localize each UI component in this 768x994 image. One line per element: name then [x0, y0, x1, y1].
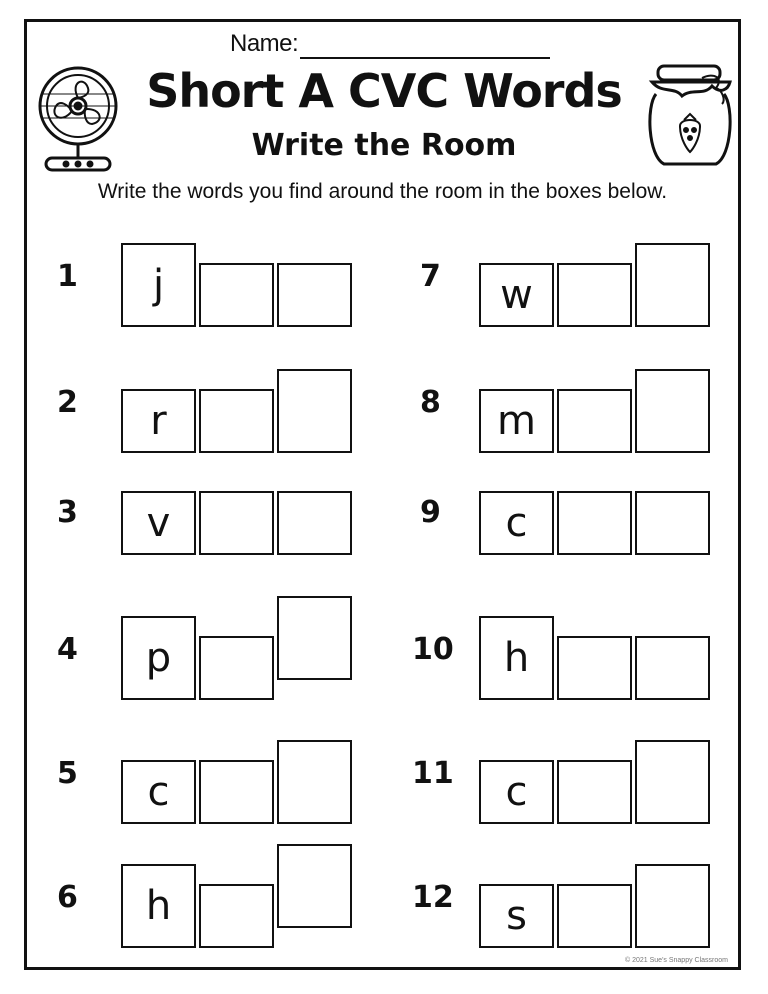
letter-box-first: j [121, 243, 196, 327]
letter-box-blank[interactable] [557, 263, 632, 327]
jam-jar-icon [640, 60, 740, 170]
letter-box-blank[interactable] [557, 884, 632, 948]
letter-box-blank[interactable] [635, 491, 710, 555]
word-number: 6 [57, 880, 78, 915]
letter-box-first: m [479, 389, 554, 453]
letter-box-blank[interactable] [557, 389, 632, 453]
worksheet-subtitle: Write the Room [251, 128, 517, 163]
fan-icon [32, 64, 124, 174]
copyright-credit: © 2021 Sue's Snappy Classroom [625, 957, 728, 964]
letter-box-first: h [121, 864, 196, 948]
letter-box-blank[interactable] [635, 243, 710, 327]
word-number: 12 [412, 880, 454, 915]
letter-box-blank[interactable] [635, 864, 710, 948]
letter-box-blank[interactable] [277, 844, 352, 928]
letter-box-blank[interactable] [199, 636, 274, 700]
letter-box-blank[interactable] [277, 491, 352, 555]
letter-box-blank[interactable] [277, 263, 352, 327]
letter-box-first: w [479, 263, 554, 327]
letter-box-blank[interactable] [277, 596, 352, 680]
word-number: 4 [57, 632, 78, 667]
letter-box-blank[interactable] [199, 389, 274, 453]
word-number: 9 [420, 495, 441, 530]
name-line[interactable] [300, 57, 550, 59]
letter-box-first: s [479, 884, 554, 948]
letter-box-first: c [479, 491, 554, 555]
word-number: 1 [57, 259, 78, 294]
worksheet-title: Short A CVC Words [146, 64, 622, 118]
letter-box-first: v [121, 491, 196, 555]
word-number: 5 [57, 756, 78, 791]
word-number: 11 [412, 756, 454, 791]
letter-box-first: c [121, 760, 196, 824]
word-number: 10 [412, 632, 454, 667]
letter-box-first: p [121, 616, 196, 700]
letter-box-blank[interactable] [199, 491, 274, 555]
letter-box-blank[interactable] [635, 740, 710, 824]
letter-box-first: r [121, 389, 196, 453]
letter-box-blank[interactable] [199, 263, 274, 327]
letter-box-blank[interactable] [635, 369, 710, 453]
word-number: 8 [420, 385, 441, 420]
letter-box-blank[interactable] [635, 636, 710, 700]
name-label: Name: [230, 30, 299, 57]
letter-box-blank[interactable] [199, 760, 274, 824]
letter-box-first: c [479, 760, 554, 824]
letter-box-blank[interactable] [199, 884, 274, 948]
letter-box-blank[interactable] [557, 636, 632, 700]
letter-box-blank[interactable] [277, 740, 352, 824]
word-number: 2 [57, 385, 78, 420]
instructions: Write the words you find around the room in the boxes below. [97, 180, 668, 203]
letter-box-blank[interactable] [277, 369, 352, 453]
letter-box-blank[interactable] [557, 491, 632, 555]
word-number: 7 [420, 259, 441, 294]
letter-box-first: h [479, 616, 554, 700]
letter-box-blank[interactable] [557, 760, 632, 824]
word-number: 3 [57, 495, 78, 530]
